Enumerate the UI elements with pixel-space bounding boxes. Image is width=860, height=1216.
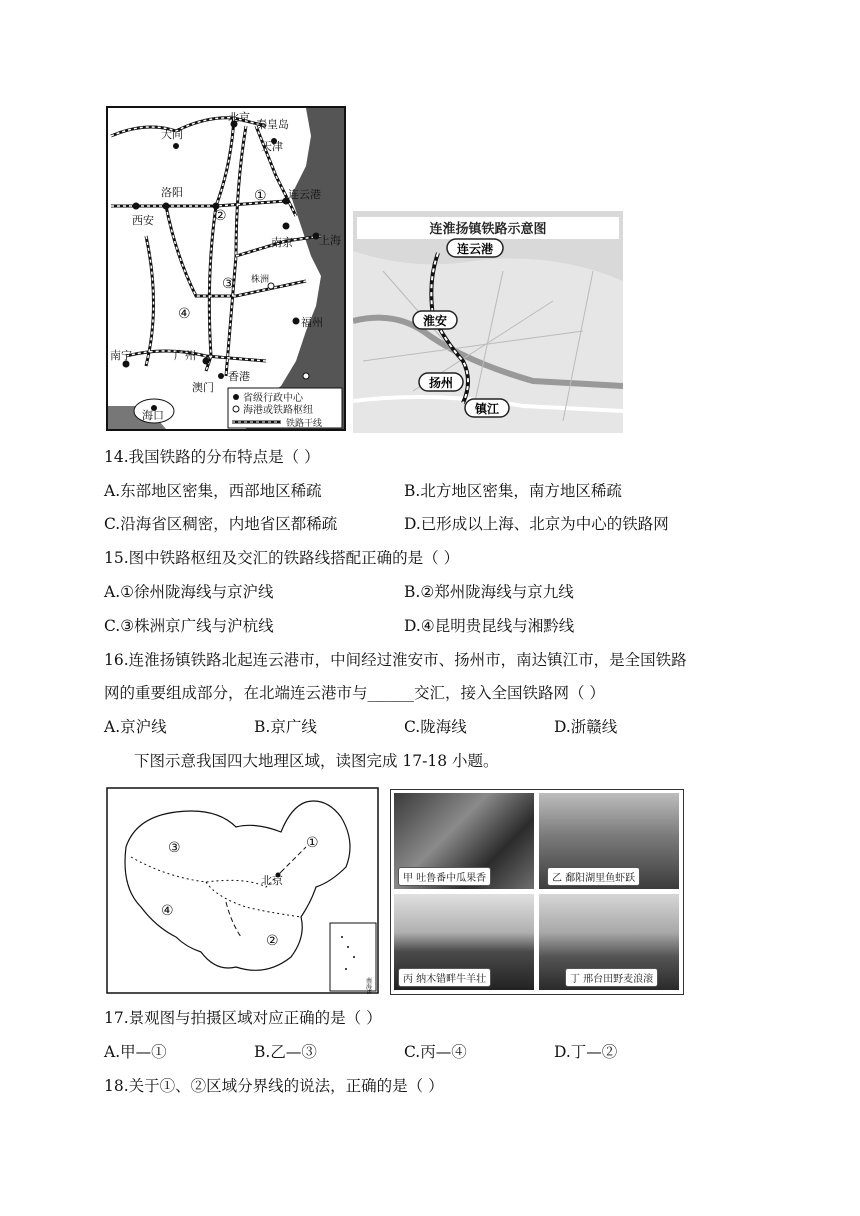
- city-beijing: 北京: [228, 111, 250, 124]
- station-zhenjiang: 镇江: [474, 402, 500, 416]
- city-hongkong: 香港: [228, 370, 250, 383]
- q17-option-a[interactable]: A.甲—①: [104, 1043, 167, 1061]
- photo-caption-yi: 乙 鄱阳湖里鱼虾跃: [547, 867, 640, 886]
- legend-hub: 海港或铁路枢纽: [243, 405, 313, 416]
- photo-yi: [539, 793, 679, 889]
- q16-stem-line2: 网的重要组成部分，在北端连云港市与______交汇，接入全国铁路网（ ）: [104, 684, 605, 702]
- q14-stem: 14.我国铁路的分布特点是（ ）: [104, 448, 320, 466]
- q16-option-b[interactable]: B.京广线: [254, 718, 317, 736]
- city-nanning: 南宁: [110, 349, 132, 362]
- q15-option-b[interactable]: B.②郑州陇海线与京九线: [404, 583, 574, 601]
- city-lianyungang: 连云港: [288, 188, 321, 201]
- city-qinhuangdao: 秦皇岛: [256, 118, 289, 131]
- station-yangzhou: 扬州: [428, 376, 454, 390]
- photo-bing: [394, 894, 534, 990]
- station-lianyungang: 连云港: [456, 242, 494, 256]
- q17-stem: 17.景观图与拍摄区域对应正确的是（ ）: [104, 1009, 382, 1027]
- junction-mark-2: ②: [214, 208, 227, 224]
- junction-mark-1: ①: [254, 188, 267, 204]
- photo-ding: [539, 894, 679, 990]
- inset-south-china-sea: 南海诸岛: [364, 977, 372, 994]
- photo-caption-ding: 丁 邢台田野麦浪滚: [565, 968, 658, 987]
- q15-option-c[interactable]: C.③株洲京广线与沪杭线: [104, 617, 274, 635]
- city-zhuzhou: 株洲: [251, 275, 270, 285]
- q15-stem: 15.图中铁路枢纽及交汇的铁路线搭配正确的是（ ）: [104, 549, 460, 567]
- q14-option-d[interactable]: D.已形成以上海、北京为中心的铁路网: [404, 515, 669, 533]
- q17-option-c[interactable]: C.丙—④: [404, 1043, 467, 1061]
- city-tianjin: 天津: [261, 140, 283, 153]
- legend-capital: 省级行政中心: [243, 393, 303, 404]
- q14-option-c[interactable]: C.沿海省区稠密，内地省区都稀疏: [104, 515, 338, 533]
- city-guangzhou: 广州: [174, 349, 196, 362]
- junction-mark-4: ④: [178, 306, 191, 322]
- city-shanghai: 上海: [319, 234, 341, 247]
- q14-option-b[interactable]: B.北方地区密集，南方地区稀疏: [404, 482, 622, 500]
- q16-stem-line1: 16.连淮扬镇铁路北起连云港市，中间经过淮安市、扬州市，南达镇江市，是全国铁路: [104, 651, 687, 669]
- city-fuzhou: 福州: [301, 316, 323, 329]
- q15-option-d[interactable]: D.④昆明贵昆线与湘黔线: [404, 617, 575, 635]
- q15-option-a[interactable]: A.①徐州陇海线与京沪线: [104, 583, 274, 601]
- q14-option-a[interactable]: A.东部地区密集，西部地区稀疏: [104, 482, 322, 500]
- region-mark-3: ③: [168, 840, 181, 856]
- city-xian: 西安: [132, 214, 154, 227]
- photo-jia: [394, 793, 534, 889]
- china-railway-map: [106, 106, 346, 431]
- q18-stem: 18.关于①、②区域分界线的说法，正确的是（ ）: [104, 1077, 444, 1095]
- lianhuaiyangzhen-map: [353, 211, 623, 433]
- city-haikou: 海口: [142, 409, 164, 422]
- region-label-beijing: 北京: [261, 874, 283, 887]
- station-huaian: 淮安: [422, 314, 448, 328]
- region-mark-2: ②: [266, 933, 279, 949]
- q17-option-d[interactable]: D.丁—②: [554, 1043, 618, 1061]
- photo-caption-jia: 甲 吐鲁番中瓜果香: [398, 867, 491, 886]
- junction-mark-3: ③: [222, 276, 235, 292]
- city-datong: 大同: [161, 128, 183, 141]
- section-intro: 下图示意我国四大地理区域，读图完成 17-18 小题。: [134, 752, 499, 770]
- city-nanjing: 南京: [271, 236, 293, 249]
- region-mark-4: ④: [161, 903, 174, 919]
- china-regions-map: [106, 787, 379, 994]
- photo-caption-bing: 丙 纳木错畔牛羊壮: [398, 968, 491, 987]
- lhyz-map-title: 连淮扬镇铁路示意图: [429, 222, 547, 237]
- q16-option-c[interactable]: C.陇海线: [404, 718, 467, 736]
- landscape-photos: [390, 789, 684, 995]
- q16-option-d[interactable]: D.浙赣线: [554, 718, 618, 736]
- q16-option-a[interactable]: A.京沪线: [104, 718, 167, 736]
- q17-option-b[interactable]: B.乙—③: [254, 1043, 317, 1061]
- city-luoyang: 洛阳: [161, 186, 183, 199]
- region-mark-1: ①: [306, 835, 319, 851]
- legend-railway: 铁路干线: [286, 419, 323, 429]
- city-macau: 澳门: [192, 381, 214, 394]
